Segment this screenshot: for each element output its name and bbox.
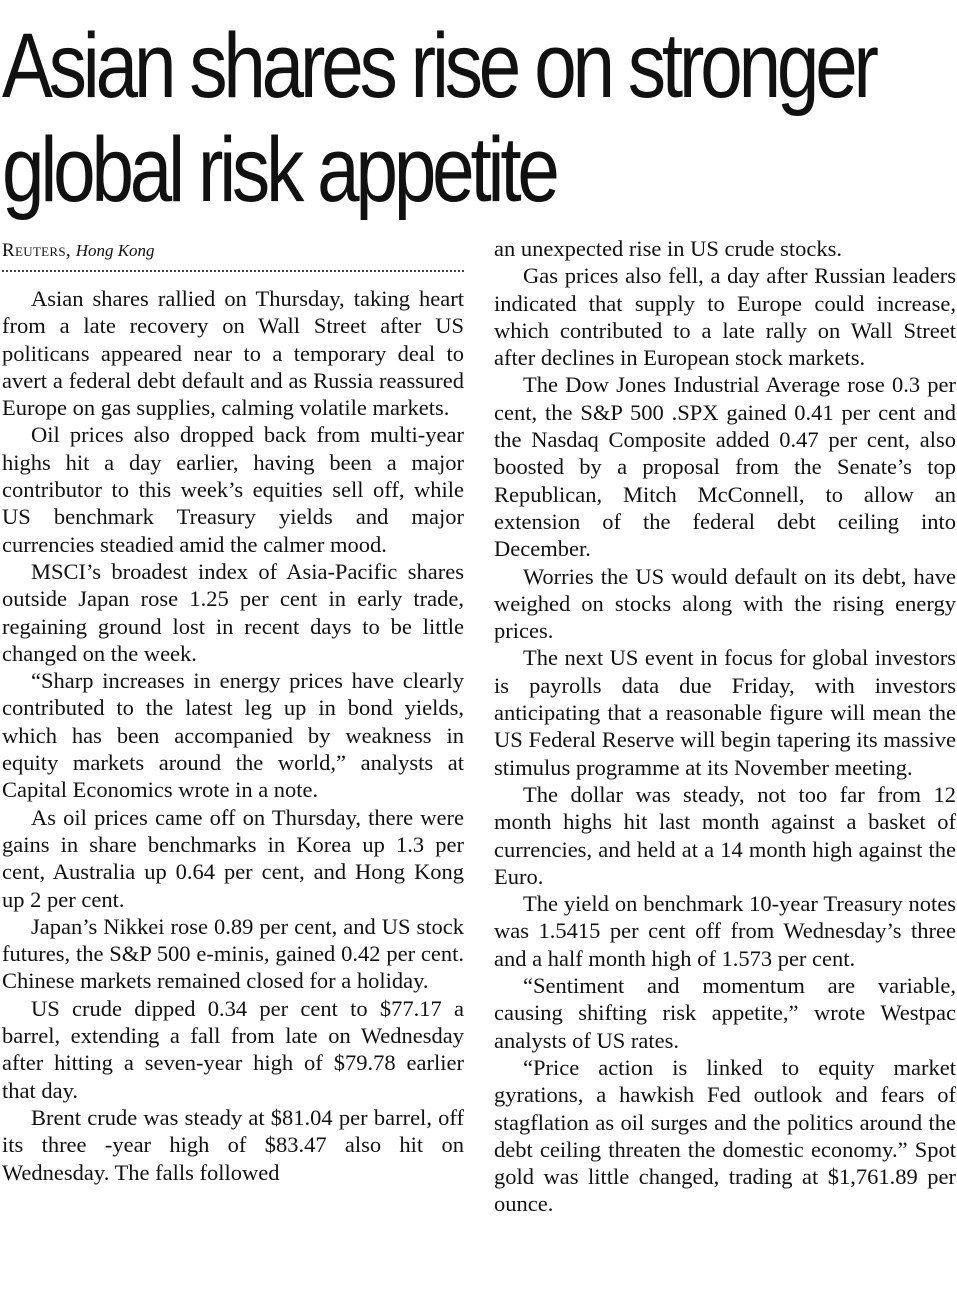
paragraph: Oil prices also dropped back from multi-year highs hit a day earlier, having been a major contributor to this week’s equities sell off, while US benchmark Treasury yields and major currencies steadied amid the calmer mood. xyxy=(2,422,464,557)
article-column-right xyxy=(494,235,956,1218)
paragraph: The dollar was steady, not too far from 12 month highs hit last month against a basket of currencies, and held at a 14 month high against the Euro. xyxy=(494,781,956,889)
headline-line-1: Asian shares rise on stronger xyxy=(2,15,875,117)
article-column-left xyxy=(2,285,464,1186)
byline-place: Hong Kong xyxy=(75,241,155,260)
paragraph: “Sharp increases in energy prices have clearly contributed to the latest leg up in bond yields, which has been accompanied by weakness in equity markets around the world,” analysts at Capital Economics wrote in a note. xyxy=(2,668,464,803)
paragraph: Worries the US would default on its debt, have weighed on stocks along with the rising energy prices. xyxy=(494,563,956,644)
paragraph: Brent crude was steady at $81.04 per barrel, off its three -year high of $83.47 also hit on Wednesday. The falls followed xyxy=(2,1104,464,1185)
paragraph: Asian shares rallied on Thursday, taking heart from a late recovery on Wall Street after US politicans appeared near to a temporary deal to avert a federal debt default and as Russia reassured Europe on gas supplies, calming volatile markets. xyxy=(2,286,464,421)
paragraph: The next US event in focus for global investors is payrolls data due Friday, with investors anticipating that a reasonable figure will mean the US Federal Reserve will begin tapering its massive stimulus programme at its November meeting. xyxy=(494,645,956,780)
byline xyxy=(2,239,464,263)
paragraph: “Sentiment and momentum are variable, causing shifting risk appetite,” wrote Westpac analysts of US rates. xyxy=(494,973,956,1053)
byline-agency: Reuters, xyxy=(2,240,71,261)
paragraph: Japan’s Nikkei rose 0.89 per cent, and US stock futures, the S&P 500 e-minis, gained 0.42 per cent. Chinese markets remained closed for a holiday. xyxy=(2,913,464,994)
paragraph: “Price action is linked to equity market gyrations, a hawkish Fed outlook and fears of stagflation as oil surges and the politics around the debt ceiling threaten the domestic economy.” Spot gold was little changed, trading at $1,761.89 per ounce. xyxy=(494,1054,956,1217)
headline-line-2: global risk appetite xyxy=(2,119,556,221)
paragraph: US crude dipped 0.34 per cent to $77.17 a barrel, extending a fall from late on Wednesday after hitting a seven-year high of $79.78 earlier that day. xyxy=(2,995,464,1103)
byline-divider xyxy=(2,270,464,272)
paragraph: The Dow Jones Industrial Average rose 0.3 per cent, the S&P 500 .SPX gained 0.41 per cent and the Nasdaq Composite added 0.47 per cent, also boosted by a proposal from the Senate’s top Republican, Mitch McConnell, to allow an extension of the federal debt ceiling into December. xyxy=(494,372,956,562)
paragraph: Gas prices also fell, a day after Russian leaders indicated that supply to Europe could increase, which contributed to a late rally on Wall Street after declines in European stock markets. xyxy=(494,263,956,371)
paragraph: The yield on benchmark 10-year Treasury notes was 1.5415 per cent off from Wednesday’s three and a half month high of 1.573 per cent. xyxy=(494,891,956,971)
paragraph: MSCI’s broadest index of Asia-Pacific shares outside Japan rose 1.25 per cent in early trade, regaining ground lost in recent days to be little changed on the week. xyxy=(2,558,464,666)
paragraph-continuation: an unexpected rise in US crude stocks. xyxy=(494,236,843,261)
paragraph: As oil prices came off on Thursday, there were gains in share benchmarks in Korea up 1.3 per cent, Australia up 0.64 per cent, and Hong Kong up 2 per cent. xyxy=(2,804,464,912)
article-headline xyxy=(2,14,875,222)
